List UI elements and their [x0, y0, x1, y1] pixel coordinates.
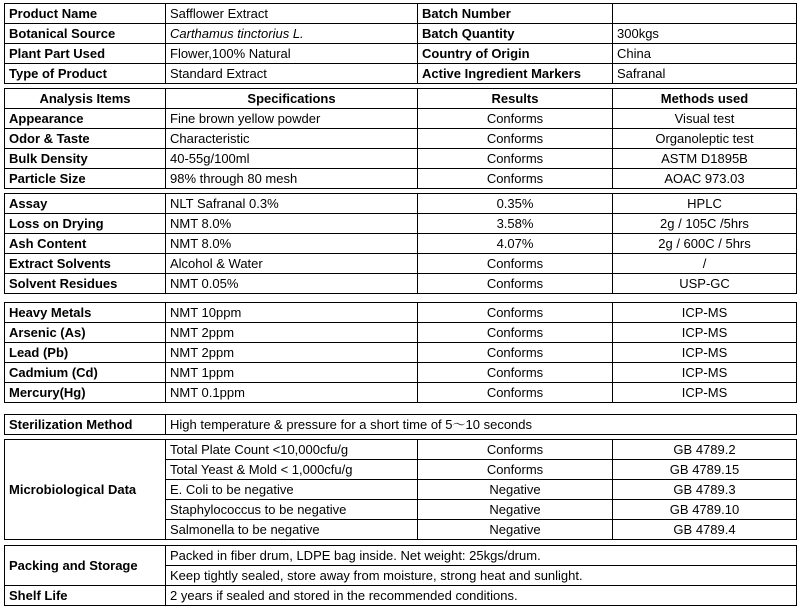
sterilization-value: High temperature & pressure for a short time of 5～10 seconds — [166, 415, 797, 435]
table-row — [5, 415, 797, 435]
botanical-source-value: Carthamus tinctorius L. — [166, 24, 418, 44]
row-result: Conforms — [418, 323, 613, 343]
row-result: Conforms — [418, 440, 613, 460]
microbiological-label: Microbiological Data — [5, 440, 166, 540]
row-method: 2g / 105C /5hrs — [613, 214, 797, 234]
shelf-life-label: Shelf Life — [5, 586, 166, 606]
row-method: Visual test — [613, 109, 797, 129]
row-item: Loss on Drying — [5, 214, 166, 234]
row-item: Particle Size — [5, 169, 166, 189]
table-row — [5, 234, 797, 254]
table-row — [5, 129, 797, 149]
sterilization-table — [4, 414, 797, 435]
row-item: Lead (Pb) — [5, 343, 166, 363]
row-spec: NMT 8.0% — [166, 234, 418, 254]
heavy-metals-table — [4, 302, 797, 403]
row-result: Conforms — [418, 383, 613, 403]
row-spec: Fine brown yellow powder — [166, 109, 418, 129]
row-method: / — [613, 254, 797, 274]
product-name-value: Safflower Extract — [166, 4, 418, 24]
col-header-items: Analysis Items — [5, 89, 166, 109]
row-method: ICP-MS — [613, 343, 797, 363]
row-method: 2g / 600C / 5hrs — [613, 234, 797, 254]
packing-line-1: Packed in fiber drum, LDPE bag inside. Net weight: 25kgs/drum. — [166, 546, 797, 566]
row-method: Organoleptic test — [613, 129, 797, 149]
packing-table — [4, 545, 797, 586]
product-type-value: Standard Extract — [166, 64, 418, 84]
row-item: Arsenic (As) — [5, 323, 166, 343]
table-row — [5, 586, 797, 606]
row-spec: NLT Safranal 0.3% — [166, 194, 418, 214]
packing-label: Packing and Storage — [5, 546, 166, 586]
row-spec: Staphylococcus to be negative — [166, 500, 418, 520]
country-origin-value: China — [613, 44, 797, 64]
row-item: Mercury(Hg) — [5, 383, 166, 403]
row-result: Conforms — [418, 254, 613, 274]
row-item: Appearance — [5, 109, 166, 129]
table-row — [5, 44, 797, 64]
table-row — [5, 274, 797, 294]
microbiological-table — [4, 439, 797, 540]
row-item: Extract Solvents — [5, 254, 166, 274]
table-header-row — [5, 89, 797, 109]
row-spec: NMT 10ppm — [166, 303, 418, 323]
row-method: GB 4789.4 — [613, 520, 797, 540]
active-markers-value: Safranal — [613, 64, 797, 84]
product-type-label: Type of Product — [5, 64, 166, 84]
table-row — [5, 24, 797, 44]
batch-quantity-label: Batch Quantity — [418, 24, 613, 44]
row-spec: 98% through 80 mesh — [166, 169, 418, 189]
col-header-specifications: Specifications — [166, 89, 418, 109]
row-method: ICP-MS — [613, 323, 797, 343]
row-spec: Characteristic — [166, 129, 418, 149]
col-header-results: Results — [418, 89, 613, 109]
sterilization-label: Sterilization Method — [5, 415, 166, 435]
row-spec: NMT 8.0% — [166, 214, 418, 234]
row-method: AOAC 973.03 — [613, 169, 797, 189]
row-spec: NMT 2ppm — [166, 323, 418, 343]
product-info-table — [4, 3, 797, 84]
row-spec: Salmonella to be negative — [166, 520, 418, 540]
row-result: Conforms — [418, 303, 613, 323]
row-spec: Alcohol & Water — [166, 254, 418, 274]
row-item: Solvent Residues — [5, 274, 166, 294]
product-name-label: Product Name — [5, 4, 166, 24]
row-result: Conforms — [418, 363, 613, 383]
table-row — [5, 169, 797, 189]
row-spec: Total Yeast & Mold < 1,000cfu/g — [166, 460, 418, 480]
row-method: USP-GC — [613, 274, 797, 294]
row-method: GB 4789.10 — [613, 500, 797, 520]
row-result: Conforms — [418, 129, 613, 149]
botanical-source-label: Botanical Source — [5, 24, 166, 44]
row-result: Conforms — [418, 274, 613, 294]
row-result: 4.07% — [418, 234, 613, 254]
table-row — [5, 4, 797, 24]
row-result: Negative — [418, 480, 613, 500]
row-item: Assay — [5, 194, 166, 214]
row-spec: NMT 0.05% — [166, 274, 418, 294]
table-row — [5, 254, 797, 274]
row-spec: 40-55g/100ml — [166, 149, 418, 169]
shelf-life-value: 2 years if sealed and stored in the recommended conditions. — [166, 586, 797, 606]
chemical-table — [4, 193, 797, 294]
country-origin-label: Country of Origin — [418, 44, 613, 64]
row-result: Conforms — [418, 343, 613, 363]
row-method: ICP-MS — [613, 383, 797, 403]
table-row — [5, 194, 797, 214]
table-row — [5, 363, 797, 383]
table-row — [5, 149, 797, 169]
table-row — [5, 343, 797, 363]
batch-number-label: Batch Number — [418, 4, 613, 24]
row-result: Conforms — [418, 169, 613, 189]
row-result: Negative — [418, 520, 613, 540]
batch-number-value — [613, 4, 797, 24]
table-row — [5, 214, 797, 234]
col-header-methods: Methods used — [613, 89, 797, 109]
table-row — [5, 440, 797, 460]
row-spec: NMT 0.1ppm — [166, 383, 418, 403]
row-result: Negative — [418, 500, 613, 520]
row-method: ICP-MS — [613, 303, 797, 323]
row-item: Bulk Density — [5, 149, 166, 169]
row-result: 3.58% — [418, 214, 613, 234]
plant-part-label: Plant Part Used — [5, 44, 166, 64]
analysis-table — [4, 88, 797, 189]
row-spec: NMT 2ppm — [166, 343, 418, 363]
row-item: Ash Content — [5, 234, 166, 254]
row-result: Conforms — [418, 109, 613, 129]
row-method: HPLC — [613, 194, 797, 214]
row-spec: Total Plate Count <10,000cfu/g — [166, 440, 418, 460]
row-result: 0.35% — [418, 194, 613, 214]
row-method: GB 4789.15 — [613, 460, 797, 480]
table-row — [5, 303, 797, 323]
table-row — [5, 323, 797, 343]
row-result: Conforms — [418, 460, 613, 480]
row-item: Odor & Taste — [5, 129, 166, 149]
row-method: GB 4789.3 — [613, 480, 797, 500]
row-item: Heavy Metals — [5, 303, 166, 323]
batch-quantity-value: 300kgs — [613, 24, 797, 44]
plant-part-value: Flower,100% Natural — [166, 44, 418, 64]
row-spec: E. Coli to be negative — [166, 480, 418, 500]
row-method: GB 4789.2 — [613, 440, 797, 460]
row-result: Conforms — [418, 149, 613, 169]
row-item: Cadmium (Cd) — [5, 363, 166, 383]
product-info-body — [5, 4, 797, 84]
table-row — [5, 109, 797, 129]
row-method: ASTM D1895B — [613, 149, 797, 169]
shelf-life-table — [4, 585, 797, 606]
row-spec: NMT 1ppm — [166, 363, 418, 383]
table-row — [5, 546, 797, 566]
row-method: ICP-MS — [613, 363, 797, 383]
active-markers-label: Active Ingredient Markers — [418, 64, 613, 84]
table-row — [5, 64, 797, 84]
table-row — [5, 383, 797, 403]
packing-line-2: Keep tightly sealed, store away from moisture, strong heat and sunlight. — [166, 566, 797, 586]
